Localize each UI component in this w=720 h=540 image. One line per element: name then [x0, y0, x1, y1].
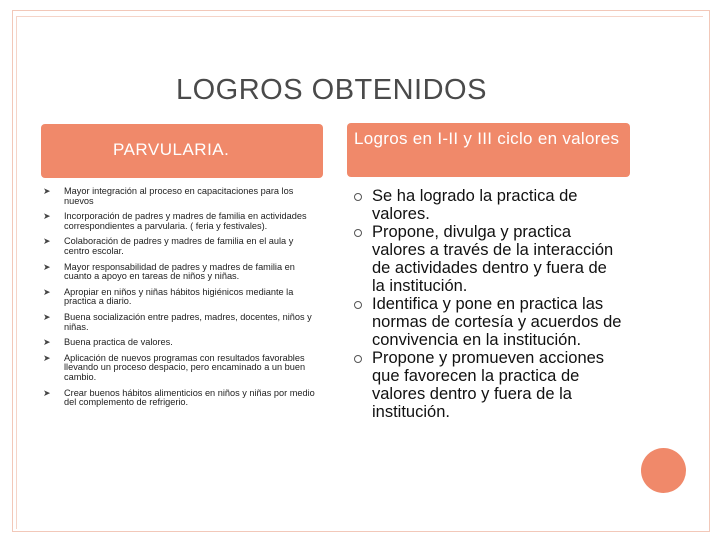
right-column-header: [347, 123, 630, 177]
list-item: ➤ Incorporación de padres y madres de familia en actividades correspondientes a parvularia. ( feria y festivales).: [43, 211, 307, 231]
list-item: ➤ Buena practica de valores.: [43, 337, 173, 348]
circle-bullet-icon: [354, 301, 362, 309]
right-column-header-label: Logros en I-II y III ciclo en valores: [354, 129, 620, 148]
arrowhead-bullet-icon: ➤: [43, 352, 51, 363]
circle-bullet-icon: [354, 193, 362, 201]
list-item: Propone, divulga y practica valores a través de la interacción de actividades dentro y fuera de la institución.: [354, 223, 624, 295]
arrowhead-bullet-icon: ➤: [43, 186, 51, 196]
list-item: Propone y promueven acciones que favorecen la practica de valores dentro y fuera de la institución.: [354, 349, 624, 421]
arrowhead-bullet-icon: ➤: [43, 387, 51, 398]
list-item: ➤ Colaboración de padres y madres de familia en el aula y centro escolar.: [43, 236, 294, 256]
arrowhead-bullet-icon: ➤: [43, 286, 51, 297]
circle-bullet-icon: [354, 355, 362, 363]
arrowhead-bullet-icon: ➤: [43, 311, 51, 322]
slide-title: LOGROS OBTENIDOS: [176, 74, 487, 106]
list-item: ➤ Mayor responsabilidad de padres y madres de familia en cuanto a apoyo en tareas de niños y niñas.: [43, 261, 295, 282]
left-column-header-label: PARVULARIA.: [113, 140, 230, 159]
arrowhead-bullet-icon: ➤: [43, 211, 51, 222]
list-item: ➤ Mayor integración al proceso en capacitaciones para los nuevos: [43, 186, 294, 206]
arrowhead-bullet-icon: ➤: [43, 337, 51, 348]
list-item: ➤ Crear buenos hábitos alimenticios en niños y niñas por medio del complemento de refrigerio.: [43, 387, 315, 408]
list-item: ➤ Apropiar en niños y niñas hábitos higiénicos mediante la practica a diario.: [43, 286, 294, 307]
right-achievements-list: [354, 187, 624, 421]
list-item: Se ha logrado la practica de valores.: [354, 187, 624, 223]
circle-bullet-icon: [354, 229, 362, 237]
list-item: Identifica y pone en practica las normas de cortesía y acuerdos de convivencia en la institución.: [354, 295, 624, 349]
list-item: ➤ Buena socialización entre padres, madres, docentes, niños y niñas.: [43, 311, 312, 332]
list-item: ➤ Aplicación de nuevos programas con resultados favorables llevando un proceso despacio, pero encaminado a un buen cambio.: [43, 352, 306, 382]
left-achievements-list: [42, 187, 317, 408]
arrowhead-bullet-icon: ➤: [43, 261, 51, 272]
arrowhead-bullet-icon: ➤: [43, 236, 51, 247]
decorative-circle: [641, 448, 686, 493]
left-column-header: [41, 124, 323, 178]
